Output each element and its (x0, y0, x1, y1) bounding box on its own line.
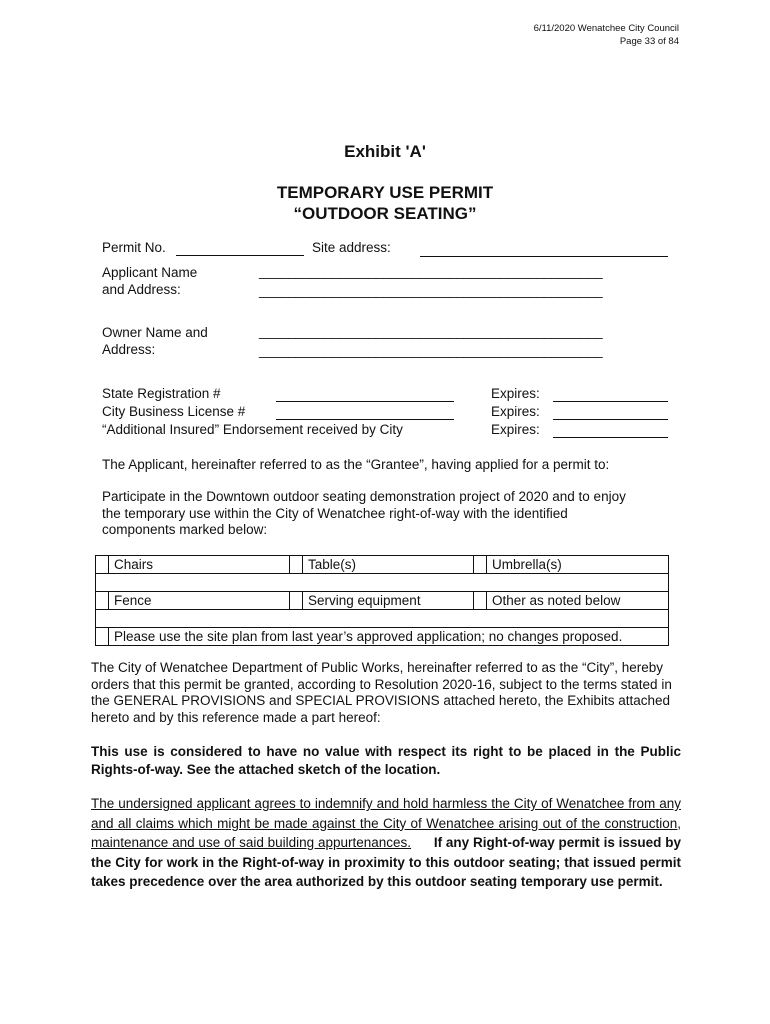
checkbox-tables[interactable] (290, 556, 303, 574)
site-address-line[interactable] (420, 256, 668, 257)
state-registration-label: State Registration # (102, 386, 221, 401)
expires-label-1: Expires: (491, 386, 540, 401)
expires-label-3: Expires: (491, 422, 540, 437)
expires-line-1[interactable] (553, 401, 668, 402)
site-address-label: Site address: (312, 240, 391, 255)
checkbox-serving-equipment[interactable] (290, 592, 303, 610)
city-business-license-line[interactable] (276, 419, 454, 420)
components-note-row (96, 628, 669, 646)
checkbox-other[interactable] (474, 592, 487, 610)
permit-title: TEMPORARY USE PERMIT (276, 183, 494, 202)
component-tables: Table(s) (303, 556, 474, 574)
checkbox-umbrellas[interactable] (474, 556, 487, 574)
note-cell-blank (96, 628, 109, 646)
owner-name-label: Owner Name and (102, 325, 208, 340)
header-page-number: Page 33 of 84 (619, 36, 679, 47)
indemnify-text: The undersigned applicant agrees to indemnify and hold harmless the City of Wenatchee from any and all claims which might be made against the City of Wenatchee arising out of the construction, maintenance and use of said building appurtenances. (91, 796, 681, 850)
applicant-address-label: and Address: (102, 282, 181, 297)
checkbox-chairs[interactable] (96, 556, 109, 574)
component-serving-equipment: Serving equipment (303, 592, 474, 610)
expires-label-2: Expires: (491, 404, 540, 419)
permit-subtitle: “OUTDOOR SEATING” (293, 204, 477, 223)
expires-line-3[interactable] (553, 437, 668, 438)
components-note[interactable]: Please use the site plan from last year’s approved application; no changes proposed. (109, 628, 669, 646)
additional-insured-label: “Additional Insured” Endorsement received by City (102, 422, 403, 437)
component-fence: Fence (109, 592, 290, 610)
component-other: Other as noted below (487, 592, 669, 610)
participate-text: Participate in the Downtown outdoor seating demonstration project of 2020 and to enjoy the temporary use within the City of Wenatchee right-of-way with the identified components marked below: (102, 489, 626, 537)
permit-no-label: Permit No. (102, 240, 166, 255)
permit-no-line[interactable] (176, 255, 304, 256)
components-table (95, 555, 669, 646)
applicant-name-line[interactable]: _______________________________________________ (259, 264, 603, 279)
component-umbrellas: Umbrella(s) (487, 556, 669, 574)
components-spacer-row (96, 610, 669, 628)
expires-line-2[interactable] (553, 419, 668, 420)
city-business-license-label: City Business License # (102, 404, 246, 419)
components-row-2 (96, 592, 669, 610)
checkbox-fence[interactable] (96, 592, 109, 610)
component-chairs: Chairs (109, 556, 290, 574)
header-meeting: 6/11/2020 Wenatchee City Council (533, 23, 679, 34)
applicant-name-label: Applicant Name (102, 265, 198, 280)
exhibit-title: Exhibit 'A' (344, 142, 426, 161)
indemnify-paragraph (91, 794, 681, 892)
row-permit-text: If any Right-of-way permit is issued by the City for work in the Right-of-way in proximity to this outdoor seating; that issued permit takes precedence over the area authorized by this outdoor seating temporary use permit. (91, 835, 681, 889)
components-row-1 (96, 556, 669, 574)
owner-address-label: Address: (102, 342, 156, 357)
owner-name-line[interactable]: _______________________________________________ (259, 324, 603, 339)
no-value-statement: This use is considered to have no value with respect its right to be placed in the Public Rights-of-way. See the attached sketch of the location. (91, 744, 681, 777)
grantee-text: The Applicant, hereinafter referred to as the “Grantee”, having applied for a permit to: (102, 457, 610, 472)
components-spacer-row (96, 574, 669, 592)
applicant-address-line[interactable]: _______________________________________________ (259, 283, 603, 298)
state-registration-line[interactable] (276, 401, 454, 402)
city-order-text: The City of Wenatchee Department of Public Works, hereinafter referred to as the “City”, hereby orders that this permit be granted, according to Resolution 2020-16, subject to the terms stated in the GENERAL PROVISIONS and SPECIAL PROVISIONS attached hereto, the Exhibits attached hereto and by this reference made a part hereof: (91, 660, 672, 725)
owner-address-line[interactable]: _______________________________________________ (259, 343, 603, 358)
